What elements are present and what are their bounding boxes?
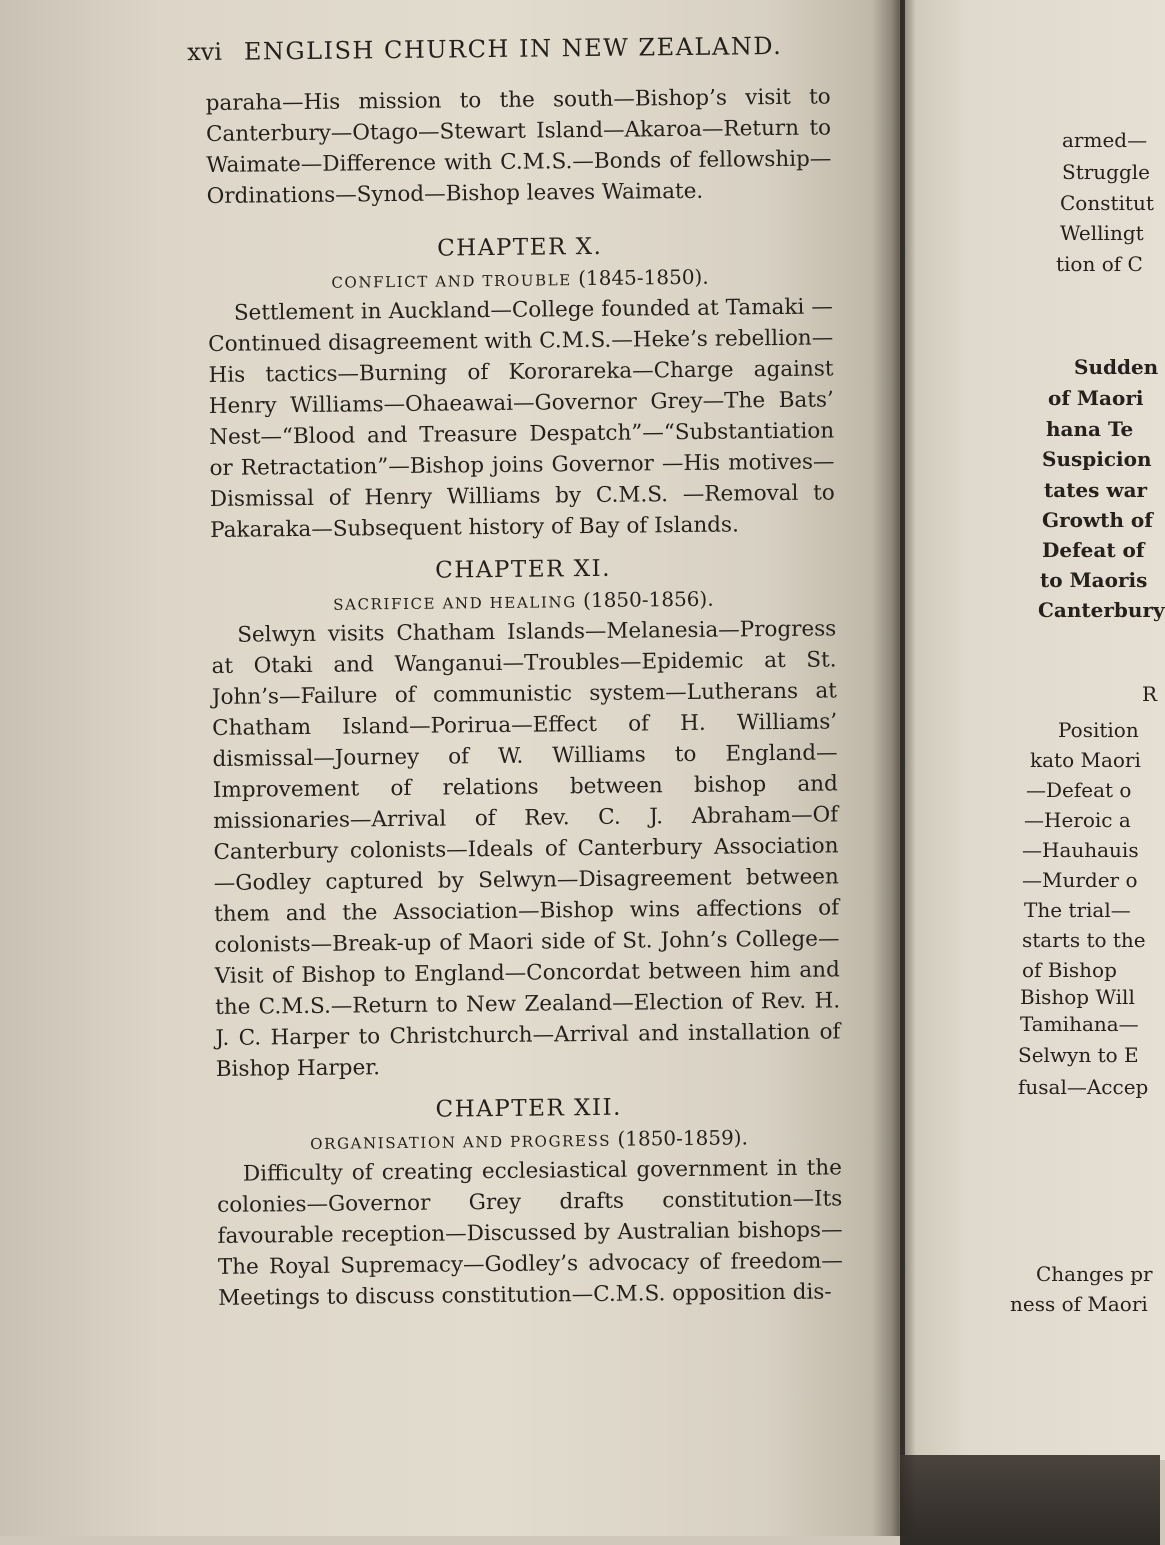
chapter-title: CHAPTER XII. [435,1094,623,1123]
facing-page-line: Constitut [1060,191,1154,215]
facing-page-line: —Defeat o [1026,778,1132,802]
facing-page-line: Canterbury [1038,598,1165,622]
chapter-subtitle-text: ORGANISATION AND PROGRESS [310,1131,612,1153]
chapter-title: CHAPTER XI. [435,555,612,584]
facing-page-line: fusal—Accep [1018,1075,1149,1099]
facing-page-line: R [1142,682,1158,706]
facing-page-line: Sudden [1074,355,1159,379]
chapter-dates: (1850-1859). [617,1125,749,1151]
facing-page-line: tion of C [1056,252,1143,276]
chapter-subtitle [207,263,832,294]
facing-page-text [1010,0,1165,1460]
facing-page-line: Changes pr [1036,1262,1153,1286]
facing-page-line: armed— [1062,128,1148,152]
book-gutter [872,0,916,1536]
chapter-dates: (1850-1856). [582,586,714,613]
left-page-text [187,31,843,1313]
facing-page-line: Selwyn to E [1018,1043,1139,1067]
facing-page-line: Growth of [1042,508,1153,532]
chapter-dates: (1845-1850). [578,264,709,291]
chapter-summary: Difficulty of creating ecclesiastical government in the colonies—Governor Grey drafts constitution—Its favourable reception—Discussed by Australian bishops—The Royal Supremacy—Godley’s advocacy of freedom—Meetings to discuss constitution—C.M.S. opposition dis- [217,1155,843,1311]
facing-page-line: to Maoris [1040,568,1148,592]
facing-page-line: Tamihana— [1020,1012,1139,1036]
chapter-subtitle [216,1124,841,1155]
facing-page-line: tates war [1044,478,1148,502]
facing-page-line: kato Maori [1030,748,1141,772]
chapter-x [207,231,835,546]
chapter-subtitle-text: SACRIFICE AND HEALING [333,593,577,614]
facing-page-line: starts to the [1022,928,1146,952]
facing-page-line: Defeat of [1042,538,1145,562]
chapter-subtitle-text: CONFLICT AND TROUBLE [331,271,572,292]
facing-page-line: ness of Maori [1010,1292,1148,1316]
book-cover-shadow [900,1455,1160,1545]
facing-page-line: —Murder o [1022,868,1138,892]
page-number: xvi [187,37,223,67]
chapter-summary: Settlement in Auckland—College founded at Tamaki —Continued disagreement with C.M.S.—Heke’s rebellion—His tactics—Burning of Kororareka—Charge against Henry Williams—Ohaeawai—Governor Grey—The Bats’ Nest—“Blood and Treasure Despatch”—“Substantiation or Retractation”—Bishop joins Governor —His motives—Dismissal of Henry Williams by C.M.S. —Removal to Pakaraka—Subsequent history of Bay of Islands. [208,294,835,543]
chapter-xi [210,553,840,1085]
facing-page-line: Suspicion [1042,447,1152,471]
facing-page-line: Struggle [1062,160,1151,184]
chapter-xii [216,1092,843,1314]
facing-page-line: —Heroic a [1024,808,1131,832]
facing-page-line: The trial— [1024,898,1131,922]
facing-page-line: Wellingt [1060,221,1144,245]
facing-page-line: of Maori [1048,386,1144,410]
running-title: ENGLISH CHURCH IN NEW ZEALAND. [243,31,783,66]
facing-page-line: Position [1058,718,1139,742]
chapter-subtitle [211,585,836,616]
facing-page-line: Bishop Will [1020,985,1135,1009]
intro-paragraph: paraha—His mission to the south—Bishop’s visit to Canterbury—Otago—Stewart Island—Akaroa—Return to Waimate—Difference with C.M.S.—Bonds of fellowship—Ordinations—Synod—Bishop leaves Waimate. [205,84,832,209]
chapter-title: CHAPTER X. [436,233,603,262]
chapter-summary: Selwyn visits Chatham Islands—Melanesia—Progress at Otaki and Wanganui—Troubles—Epidemic at St. John’s—Failure of communistic system—Lutherans at Chatham Island—Porirua—Effect of H. Williams’ dismissal—Journey of W. Williams to England—Improvement of relations between bishop and missionaries—Arrival of Rev. C. J. Abraham—Of Canterbury colonists—Ideals of Canterbury Association—Godley captured by Selwyn—Disagreement between them and the Association—Bishop wins affections of colonists—Break-up of Maori side of St. John’s College—Visit of Bishop to England—Concordat between him and the C.M.S.—Return to New Zealand—Election of Rev. H. J. C. Harper to Christchurch—Arrival and installation of Bishop Harper. [211,616,841,1082]
facing-page-line: hana Te [1046,417,1134,441]
facing-page-line: —Hauhauis [1022,838,1139,862]
facing-page-line: of Bishop [1022,958,1117,982]
running-head [187,31,830,66]
